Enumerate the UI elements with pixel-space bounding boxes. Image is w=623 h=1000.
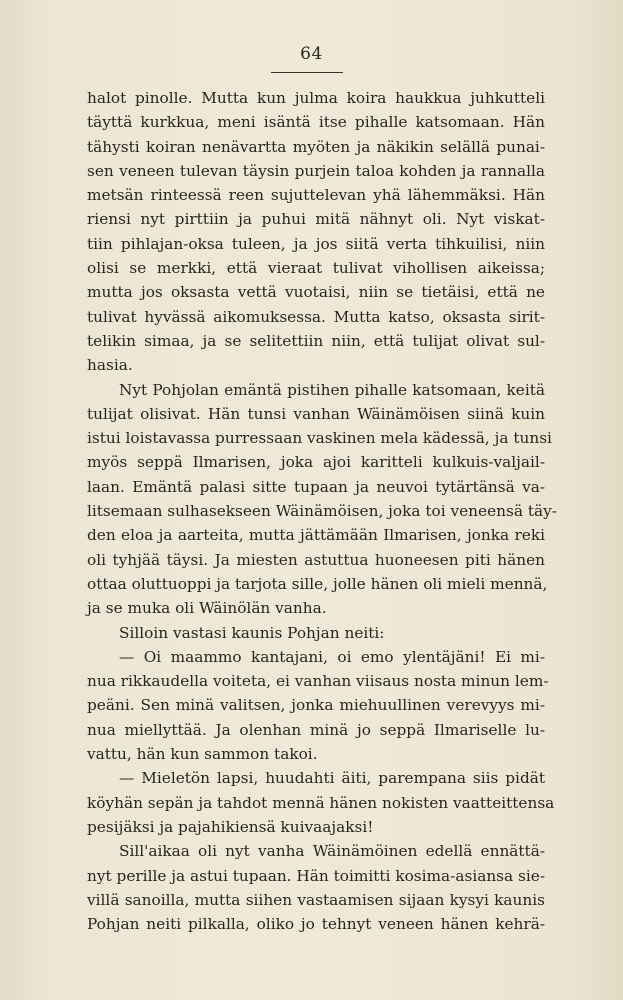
text-line: riensi nyt pirttiin ja puhui mitä nähnyt oli. Nyt viskat- [87, 210, 545, 229]
page-number: 64 [300, 44, 323, 64]
header-rule [271, 72, 343, 73]
text-line: vattu, hän kun sammon takoi. [87, 745, 318, 764]
text-line: mutta jos oksasta vettä vuotaisi, niin se tietäisi, että ne [87, 283, 545, 302]
text-line: ottaa oluttuoppi ja tarjota sille, jolle hänen oli mieli mennä, [87, 574, 548, 593]
text-line: Silloin vastasi kaunis Pohjan neiti: [119, 623, 385, 642]
text-line: Nyt Pohjolan emäntä pistihen pihalle katsomaan, keitä [119, 380, 545, 399]
text-line: myös seppä Ilmarisen, joka ajoi karitteli kulkuis-valjail- [87, 453, 545, 472]
text-line: — Mieletön lapsi, huudahti äiti, parempana siis pidät [119, 769, 545, 788]
text-line: tähysti koiran nenävartta myöten ja näkikin selällä punai- [87, 137, 545, 156]
text-line: sen veneen tulevan täysin purjein taloa kohden ja rannalla [87, 161, 545, 180]
text-line: täyttä kurkkua, meni isäntä itse pihalle katsomaan. Hän [87, 113, 545, 132]
text-line: nua rikkaudella voiteta, ei vanhan viisaus nosta minun lem- [87, 672, 549, 691]
text-line: köyhän sepän ja tahdot mennä hänen nokisten vaatteittensa [87, 793, 555, 812]
text-line: tulivat hyvässä aikomuksessa. Mutta katso, oksasta sirit- [87, 307, 545, 326]
text-line: tiin pihlajan-oksa tuleen, ja jos siitä verta tihkuilisi, niin [87, 234, 545, 253]
text-line: Pohjan neiti pilkalla, oliko jo tehnyt veneen hänen kehrä- [87, 915, 545, 934]
text-line: nyt perille ja astui tupaan. Hän toimitti kosima-asiansa sie- [87, 866, 545, 885]
text-line: laan. Emäntä palasi sitte tupaan ja neuvoi tytärtänsä va- [87, 477, 545, 496]
text-line: olisi se merkki, että vieraat tulivat vihollisen aikeissa; [87, 259, 545, 278]
text-line: metsän rinteessä reen sujuttelevan yhä lähemmäksi. Hän [87, 186, 545, 205]
text-line: ja se muka oli Wäinölän vanha. [87, 599, 327, 618]
body-text [87, 86, 557, 936]
text-line: peäni. Sen minä valitsen, jonka miehuullinen verevyys mi- [87, 696, 545, 715]
text-line: oli tyhjää täysi. Ja miesten astuttua huoneesen piti hänen [87, 550, 545, 569]
text-line: hasia. [87, 356, 133, 375]
text-line: pesijäksi ja pajahikiensä kuivaajaksi! [87, 817, 374, 836]
text-line: istui loistavassa purressaan vaskinen mela kädessä, ja tunsi [87, 429, 552, 448]
text-line: Sill'aikaa oli nyt vanha Wäinämöinen edellä ennättä- [119, 842, 545, 861]
text-line: villä sanoilla, mutta siihen vastaamisen sijaan kysyi kaunis [87, 890, 545, 909]
text-line: nua miellyttää. Ja olenhan minä jo seppä Ilmariselle lu- [87, 720, 545, 739]
text-line: tulijat olisivat. Hän tunsi vanhan Wäinämöisen siinä kuin [87, 404, 545, 423]
text-line: — Oi maammo kantajani, oi emo ylentäjäni! Ei mi- [119, 647, 545, 666]
text-line: telikin simaa, ja se selitettiin niin, että tulijat olivat sul- [87, 331, 545, 350]
text-line: halot pinolle. Mutta kun julma koira haukkua juhkutteli [87, 89, 545, 107]
text-line: litsemaan sulhasekseen Wäinämöisen, joka toi veneensä täy- [87, 502, 557, 521]
text-line: den eloa ja aarteita, mutta jättämään Ilmarisen, jonka reki [87, 526, 545, 545]
